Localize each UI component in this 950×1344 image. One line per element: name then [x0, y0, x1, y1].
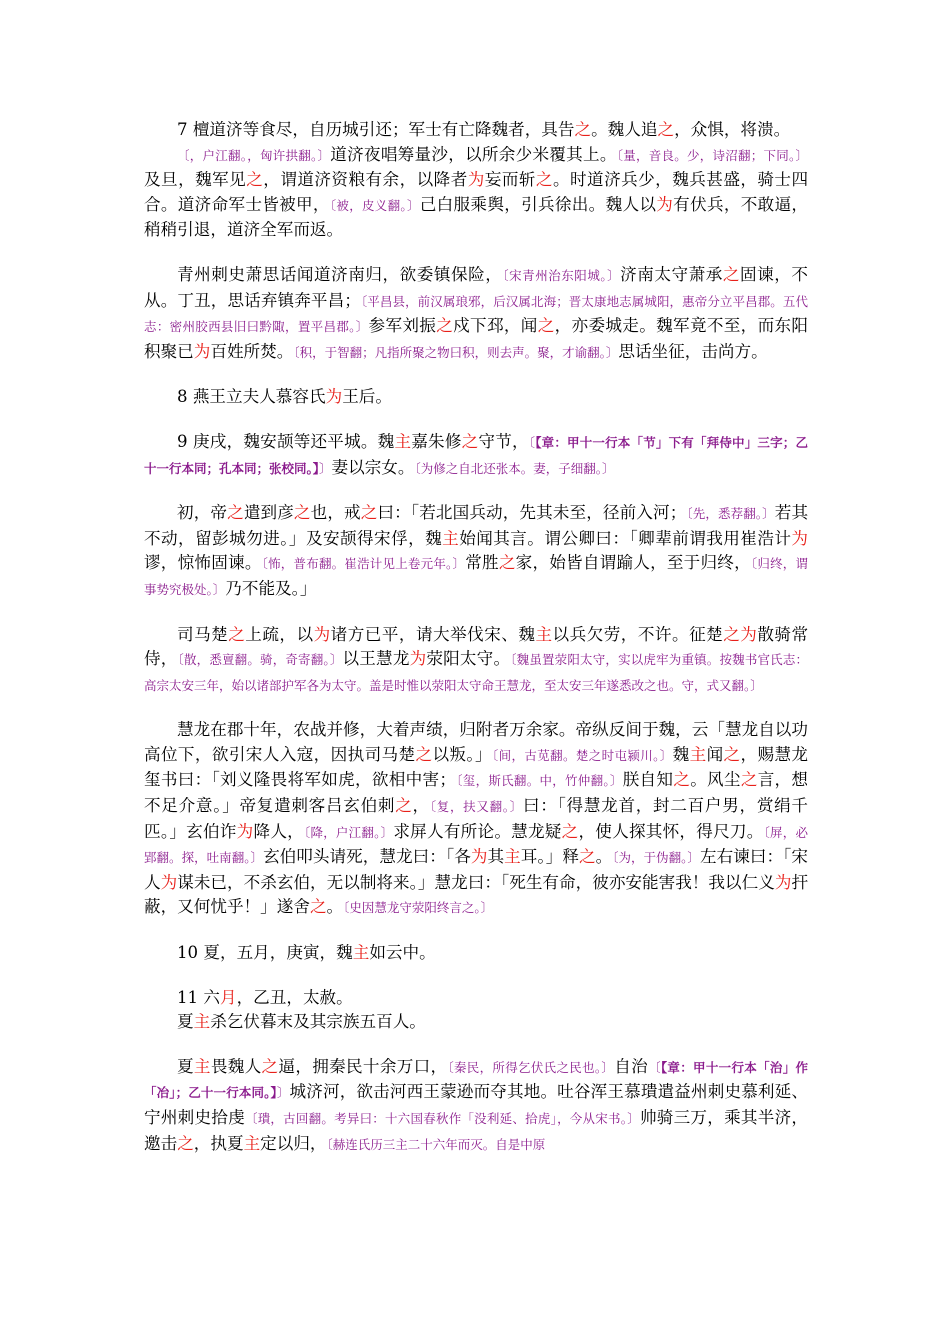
text-run: 。风尘 — [690, 770, 741, 790]
paragraph-5 — [144, 501, 808, 602]
keyword: 主 — [193, 1056, 211, 1076]
keyword: 之 — [360, 503, 378, 523]
text-run: 7 檀道济等食尽，自历城引还；军士有亡降魏者，具告 — [177, 120, 575, 139]
keyword: 主 — [394, 431, 412, 451]
keyword: 之 — [227, 503, 244, 523]
keyword: 之 — [722, 264, 741, 284]
text-run: 慧龙在郡十年，农战并修，大着声绩，归附者万余家。帝纵反间于魏，云「慧龙自以功高位下，欲引宋人入寇，因执司马楚 — [144, 720, 808, 764]
text-run: 其 — [487, 847, 505, 867]
text-run: 始闻其言。谓公卿曰：「卿辈前谓我用崔浩计 — [459, 528, 792, 548]
annotation: 〔史因慧龙守荥阳终言之。〕 — [343, 900, 494, 916]
annotation: 〔复，扶又翻。〕 — [429, 799, 523, 815]
text-run: 守节， — [478, 431, 529, 451]
keyword: 之 — [246, 170, 264, 190]
keyword: 为 — [656, 194, 674, 214]
keyword: 之 — [657, 120, 675, 139]
keyword: 之 — [309, 897, 327, 917]
text-run: ，众惧，将溃。 — [674, 120, 791, 139]
annotation: 〔积，于智翻；凡指所聚之物曰积，则去声。聚，才谕翻。〕 — [293, 344, 619, 360]
text-run: 青州刺史萧思话闻道济南归，欲委镇保险， — [177, 264, 503, 284]
keyword: 为 — [467, 170, 485, 190]
text-run: 以兵欠劳，不许。征楚 — [552, 624, 724, 644]
annotation: 〔，户江翻。，匈许拱翻。〕 — [177, 147, 331, 163]
keyword: 之 — [574, 120, 592, 139]
text-run: 曰：「若北国兵动，先其未至，径前入河； — [377, 503, 687, 523]
text-run: 己白服乘舆，引兵徐出。魏人以 — [419, 194, 657, 214]
text-run: 妻以宗女。 — [331, 457, 415, 477]
text-run: 耳。」释 — [520, 847, 579, 867]
text-run: 。时道济兵少，魏兵甚盛，骑士四合。道济命军士皆被甲， — [144, 170, 809, 214]
collation-note: 【章：甲十一行本「治」作「冶」；乙十一行本同。】 — [144, 1059, 809, 1101]
keyword: 之 — [673, 770, 691, 790]
text-run: 。 — [595, 847, 613, 867]
keyword: 之 — [561, 821, 579, 841]
text-run: 扞蔽，又何忧乎！」遂舍 — [144, 872, 809, 917]
keyword: 为 — [325, 387, 343, 407]
text-run: 有伏兵，不敢逼，稍稍引退，道济全军而返。 — [144, 194, 809, 240]
annotation: 〔怖，普布翻。崔浩计见上卷元年。〕 — [261, 556, 466, 572]
text-run: 畏魏人 — [210, 1056, 262, 1076]
paragraph-11 — [144, 1055, 808, 1157]
keyword: 主 — [689, 744, 707, 764]
annotation: 〕 — [319, 460, 332, 476]
keyword: 月 — [219, 987, 237, 1007]
paragraph-6 — [144, 623, 808, 699]
text-run: 百姓所焚。 — [210, 341, 294, 361]
annotation: 〕 — [276, 1085, 290, 1101]
keyword: 之 — [177, 1133, 194, 1153]
keyword: 为 — [409, 649, 427, 669]
text-run: 荥阳太守。 — [426, 649, 511, 669]
annotation: 〔 — [648, 1059, 661, 1075]
text-run: 求屏人有所论。慧龙疑 — [393, 821, 562, 841]
keyword: 之 — [578, 847, 596, 867]
keyword: 为 — [791, 528, 809, 548]
text-run: 。 — [326, 897, 344, 917]
annotation: 〔降，户江翻。〕 — [303, 824, 394, 840]
paragraph-4 — [144, 430, 808, 481]
annotation: 〔平昌县，前汉属琅邪，后汉属北海；晋太康地志属城阳，惠帝分立平昌郡。五代志：密州胶西县旧曰黔陬，置平昌郡。〕 — [144, 293, 808, 335]
keyword: 之 — [498, 553, 516, 573]
keyword: 之 — [723, 624, 741, 644]
line — [144, 118, 808, 143]
keyword: 之 — [537, 316, 555, 336]
text-run: 参军刘振 — [368, 316, 437, 336]
text-run: 嘉朱修 — [411, 431, 462, 451]
text-run: 9 庚戌，魏安颉等还平城。魏 — [177, 431, 395, 451]
keyword: 主 — [243, 1133, 261, 1153]
text-run: 也，戒 — [310, 503, 361, 523]
text-run: ，亦委城走。魏军竟不至，而东阳积聚已 — [144, 316, 809, 361]
annotation: 〔秦民，所得乞伏氏之民也。〕 — [447, 1059, 615, 1075]
keyword: 之 — [261, 1056, 279, 1076]
text-run: ，使人探其怀，得尺刀。 — [578, 821, 764, 841]
text-run: 王后。 — [342, 387, 392, 407]
keyword: 为 — [774, 872, 792, 892]
text-run: 乃不能及。」 — [225, 578, 317, 598]
paragraph-2 — [144, 263, 808, 365]
keyword: 为 — [236, 821, 254, 841]
text-run: 戍下邳，闻 — [453, 316, 538, 336]
keyword: 为 — [313, 624, 331, 644]
annotation: 〔先，悉荐翻。〕 — [686, 506, 775, 522]
keyword: 主 — [193, 1012, 211, 1032]
text-run: 散骑常侍， — [144, 624, 809, 669]
paragraph-7 — [144, 718, 808, 921]
text-run: 魏 — [672, 744, 690, 764]
text-run: 10 夏，五月，庚寅，魏 — [177, 943, 353, 963]
keyword: 之 — [436, 316, 454, 336]
paragraph-8 — [144, 941, 808, 966]
text-run: 左右谏曰：「宋人 — [144, 847, 808, 892]
line — [144, 143, 808, 243]
text-run: 降人， — [253, 821, 304, 841]
text-run: 上疏，以 — [245, 624, 314, 644]
text-run: 帅骑三万，乘其半济，邀击 — [144, 1108, 808, 1153]
text-run: 道济夜唱筹量沙，以所余少米覆其上。 — [330, 144, 617, 164]
annotation: 〔玺，斯氏翻。中，竹仲翻。〕 — [456, 773, 623, 789]
text-run: 初，帝 — [177, 503, 228, 523]
text-run: 夏 — [177, 1012, 194, 1032]
text-run: ，谓道济资粮有余，以降者 — [263, 170, 468, 190]
text-run: 及旦，魏军见 — [144, 170, 247, 190]
text-run: 若其不动，留彭城勿进。」及安颉得宋俘，魏 — [144, 503, 809, 548]
paragraph-9 — [144, 986, 808, 1011]
keyword: 之 — [228, 624, 246, 644]
document-page — [144, 118, 808, 1177]
text-run: 如云中。 — [369, 943, 436, 963]
annotation: 〔宋青州治东阳城。〕 — [502, 267, 621, 283]
annotation: 〔散，悉亶翻。骑，奇寄翻。〕 — [177, 652, 343, 668]
text-run: ，乙丑，太赦。 — [236, 987, 353, 1007]
text-run: 济南太守萧承 — [620, 264, 723, 284]
text-run: 遣到彦 — [243, 503, 294, 523]
annotation: 〔为修之自北还张本。妻，子细翻。〕 — [414, 460, 615, 476]
text-run: 城济河，欲击河西王蒙逊而夺其地。吐谷浑王慕璝遣益州刺史慕利延、宁州刺史拾虔 — [144, 1082, 808, 1127]
keyword: 主 — [535, 624, 553, 644]
keyword: 为 — [470, 847, 488, 867]
keyword: 之 — [293, 503, 311, 523]
text-run: 言，想不足介意。」帝复遣刺客吕玄伯刺 — [144, 770, 809, 816]
text-run: 逼，拥秦民十余万口， — [278, 1056, 448, 1076]
text-run: 司马楚 — [177, 624, 229, 644]
text-run: 谬，惊怖固谏。 — [144, 553, 262, 573]
text-run: 闻 — [706, 744, 724, 764]
annotation: 〔璝，古回翻。考异曰：十六国春秋作「没利延、拾虎」，今从宋书。〕 — [244, 1111, 640, 1126]
text-run: 以叛。」 — [432, 744, 493, 764]
text-run: ，执夏 — [193, 1133, 244, 1153]
text-run: 家，始皆自谓踰人，至于归终， — [515, 553, 751, 573]
text-run: 诸方已平，请大举伐宋、魏 — [330, 624, 536, 644]
annotation: 〔 — [528, 434, 536, 450]
keyword: 主 — [352, 943, 370, 963]
keyword: 主 — [504, 847, 521, 867]
keyword: 之 — [723, 744, 741, 764]
keyword: 之 — [415, 744, 433, 764]
text-run: 曰：「得慧龙首，封二百户男，赏绢千匹。」玄伯诈 — [144, 796, 809, 841]
collation-note: 【章：甲十一行本「节」下有「拜侍中」三字；乙十一行本同；孔本同；张校同。】 — [144, 434, 808, 476]
text-run: 。魏人追 — [591, 120, 658, 139]
keyword: 主 — [442, 528, 460, 548]
text-run: 8 燕王立夫人慕容氏 — [177, 387, 326, 407]
text-run: 夏 — [177, 1056, 194, 1076]
text-run: 定以归， — [260, 1133, 327, 1153]
text-run: 朕自知 — [622, 770, 674, 790]
keyword: 之 — [740, 770, 758, 790]
text-run: 玄伯叩头请死，慧龙曰：「各 — [263, 847, 471, 867]
paragraph-10 — [144, 1010, 808, 1035]
text-run: 固谏，不从。丁丑，思话弃镇奔平昌； — [144, 264, 809, 310]
annotation: 〔赫连氏历三主二十六年而灭。自是中原 — [326, 1136, 546, 1152]
annotation: 〔归终，谓事势究极处。〕 — [144, 556, 808, 597]
keyword: 为 — [740, 624, 758, 644]
keyword: 为 — [193, 341, 211, 361]
text-run: 谋未已，不杀玄伯，无以制将来。」慧龙曰：「死生有命，彼亦安能害我！我以仁义 — [177, 872, 775, 892]
text-run: 常胜 — [465, 553, 499, 573]
text-run: 自治 — [614, 1056, 649, 1076]
paragraph-1 — [144, 118, 808, 243]
keyword: 为 — [160, 872, 178, 892]
keyword: 之 — [395, 796, 413, 816]
keyword: 之 — [461, 431, 479, 451]
text-run: 以王慧龙 — [342, 649, 410, 669]
annotation: 〔量，音良。少，诗沼翻；下同。〕 — [616, 147, 808, 163]
text-run: ， — [412, 796, 430, 816]
keyword: 之 — [535, 170, 553, 190]
text-run: 妄而斩 — [484, 170, 536, 190]
annotation: 〔魏虽置荥阳太守，实以虎牢为重镇。按魏书官氏志：高宗太安三年，始以诸部护军各为太守。盖是时惟以荥阳太守命王慧龙，至太安三年遂悉改之也。守，式又翻。〕 — [144, 652, 809, 693]
text-run: 思话坐征，击尚方。 — [618, 341, 768, 361]
annotation: 〔间，古苋翻。楚之时屯颍川。〕 — [492, 747, 673, 763]
text-run: 杀乞伏暮末及其宗族五百人。 — [210, 1012, 426, 1032]
text-run: 11 六 — [177, 987, 220, 1007]
annotation: 〔为，于伪翻。〕 — [612, 850, 700, 866]
text-run: ，赐慧龙玺书曰：「刘义隆畏将军如虎，欲相中害； — [144, 744, 809, 790]
annotation: 〔屏，必郢翻。探，吐南翻。〕 — [144, 824, 809, 866]
annotation: 〔被，皮义翻。〕 — [329, 197, 420, 213]
paragraph-3 — [144, 385, 808, 410]
